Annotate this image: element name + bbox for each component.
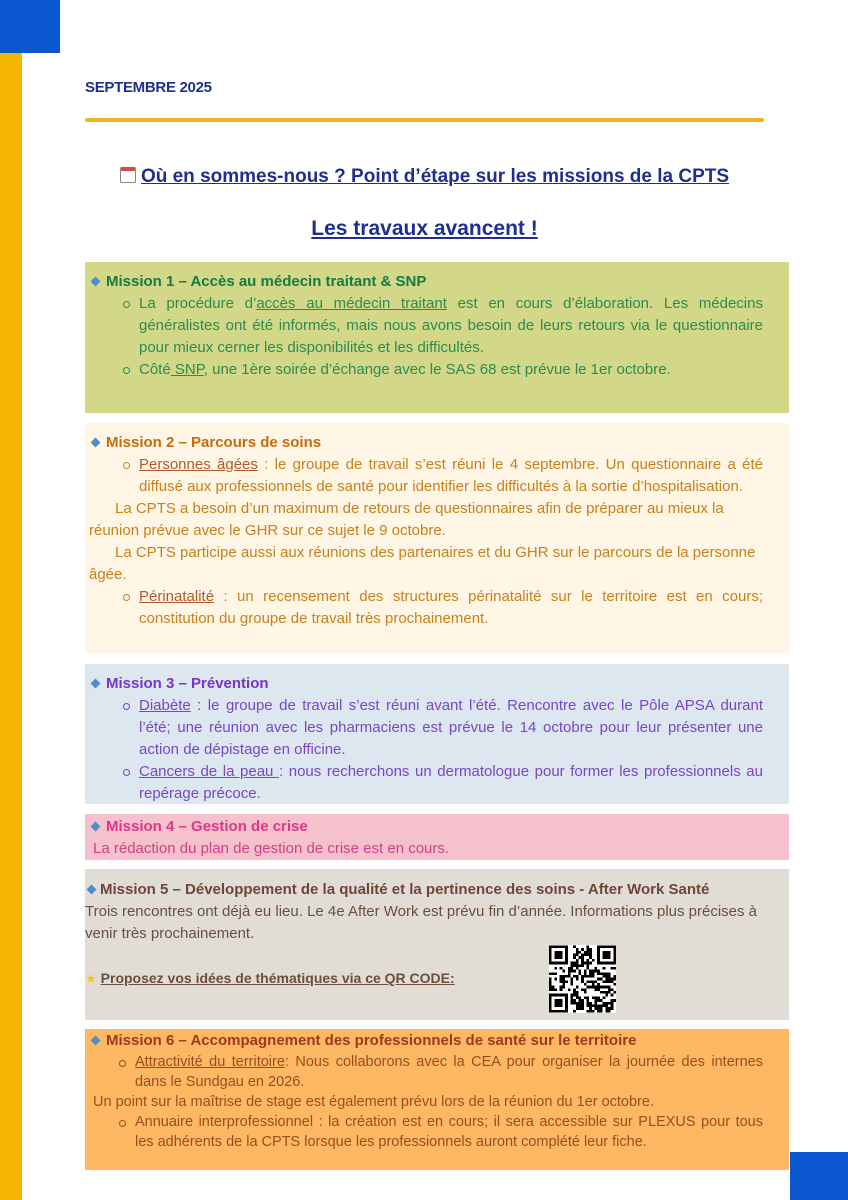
- mission-3-title: Mission 3 – Prévention: [106, 675, 269, 692]
- diamond-bullet-icon: [91, 821, 101, 831]
- mission-5-card: [85, 869, 789, 1020]
- diamond-bullet-icon: [91, 678, 101, 688]
- mission-2-title: Mission 2 – Parcours de soins: [106, 434, 322, 451]
- diamond-bullet-icon: [91, 1035, 101, 1045]
- calendar-icon: [120, 167, 136, 183]
- item-text: est en cours d’élaboration. Les médecins généralistes ont été informés, mais nous avons besoin de leurs retours via le questionnaire pour mieux cerner les disponibilités et les difficultés.: [139, 295, 763, 356]
- qr-call-to-action: [85, 967, 763, 990]
- list-item: [89, 454, 763, 498]
- mission-1-heading: [89, 271, 763, 293]
- item-text: : Nous collaborons avec la CEA pour organiser la journée des internes dans le Sundgau en 2026.: [135, 1054, 763, 1090]
- corner-decoration-top: [0, 0, 60, 53]
- mission-6-heading: [89, 1030, 763, 1052]
- diabete-link[interactable]: Diabète: [139, 697, 191, 714]
- mission-4-title: Mission 4 – Gestion de crise: [106, 818, 308, 835]
- mission-4-heading: [89, 816, 763, 838]
- mission-3-list: [89, 695, 763, 805]
- corner-decoration-bottom: [790, 1152, 848, 1200]
- cancers-peau-link[interactable]: Cancers de la peau: [139, 763, 279, 780]
- mission-5-body: Trois rencontres ont déjà eu lieu. Le 4e After Work est prévu fin d’année. Informations plus précises à venir très prochainement.: [85, 903, 758, 942]
- mission-1-card: [85, 262, 789, 413]
- mission-2-card: [85, 423, 789, 653]
- mission-2-paragraph: La CPTS participe aussi aux réunions des partenaires et du GHR sur le parcours de la personne âgée.: [89, 544, 756, 583]
- mission-4-body: La rédaction du plan de gestion de crise est en cours.: [93, 840, 450, 857]
- item-text: La procédure d’: [139, 295, 257, 312]
- headline-text: Où en sommes-nous ? Point d’étape sur les missions de la CPTS: [140, 166, 730, 187]
- list-item: Annuaire interprofessionnel : la création est en cours; il sera accessible sur PLEXUS pour tous les adhérents de la CPTS lorsque les professionnels auront complété leur fiche.: [89, 1112, 763, 1152]
- diamond-bullet-icon: [91, 276, 101, 286]
- qr-cta-link[interactable]: Proposez vos idées de thématiques via ce QR CODE:: [100, 970, 455, 986]
- mission-2-paragraph: La CPTS a besoin d’un maximum de retours de questionnaires afin de préparer au mieux la réunion prévue avec le GHR sur ce sujet le 9 octobre.: [89, 500, 724, 539]
- item-text: , une 1ère soirée d’échange avec le SAS 68 est prévue le 1er octobre.: [203, 361, 671, 378]
- qr-code[interactable]: [549, 945, 616, 1013]
- mission-6-title: Mission 6 – Accompagnement des professionnels de santé sur le territoire: [106, 1032, 637, 1049]
- diamond-bullet-icon: [87, 884, 97, 894]
- list-item: [89, 695, 763, 761]
- mission-2-list: [89, 586, 763, 630]
- item-text: : le groupe de travail s’est réuni le 4 septembre. Un questionnaire a été diffusé aux professionnels de santé pour identifier les difficultés à la sortie d’hospitalisation.: [139, 456, 764, 495]
- star-icon: ★: [85, 971, 97, 986]
- mission-5-heading: [85, 879, 763, 901]
- header-divider: [85, 118, 764, 122]
- item-text: : le groupe de travail s’est réuni avant l’été. Rencontre avec le Pôle APSA durant l’été; une réunion avec les pharmaciens est prévue le 14 octobre pour leur présenter une action de dépistage en officine.: [139, 697, 763, 758]
- issue-date: SEPTEMBRE 2025: [85, 79, 212, 96]
- mission-3-card: [85, 664, 789, 804]
- item-text: Côté: [139, 361, 171, 378]
- page-subheadline: Les travaux avancent !: [311, 217, 538, 240]
- page-headline: [85, 166, 764, 188]
- diamond-bullet-icon: [91, 437, 101, 447]
- mission-3-heading: [89, 673, 763, 695]
- mission-6-list: [89, 1052, 763, 1092]
- list-item: [89, 761, 763, 805]
- list-item: [89, 1052, 763, 1092]
- mission-6-list: [89, 1112, 763, 1152]
- list-item: [89, 586, 763, 630]
- mission-2-list: [89, 454, 763, 498]
- mission-1-title: Mission 1 – Accès au médecin traitant & SNP: [106, 273, 427, 290]
- mission-6-card: [85, 1029, 789, 1170]
- perinatalite-link[interactable]: Périnatalité: [139, 588, 215, 605]
- personnes-agees-link[interactable]: Personnes âgées: [139, 456, 258, 473]
- list-item: [89, 359, 763, 381]
- attractivite-link[interactable]: Attractivité du territoire: [135, 1054, 285, 1070]
- mission-6-paragraph: Un point sur la maîtrise de stage est également prévu lors de la réunion du 1er octobre.: [93, 1094, 654, 1110]
- mission-5-title: Mission 5 – Développement de la qualité et la pertinence des soins - After Work Santé: [100, 881, 710, 898]
- snp-link[interactable]: SNP: [170, 361, 204, 378]
- item-text: : un recensement des structures périnatalité sur le territoire est en cours; constitution du groupe de travail très prochainement.: [139, 588, 763, 627]
- list-item: [89, 293, 763, 359]
- acces-medecin-traitant-link[interactable]: accès au médecin traitant: [256, 295, 447, 312]
- mission-2-heading: [89, 432, 763, 454]
- item-text: : nous recherchons un dermatologue pour former les professionnels au repérage précoce.: [139, 763, 763, 802]
- mission-4-card: [85, 814, 789, 860]
- mission-1-list: [89, 293, 763, 381]
- left-decoration-stripe: [0, 53, 22, 1200]
